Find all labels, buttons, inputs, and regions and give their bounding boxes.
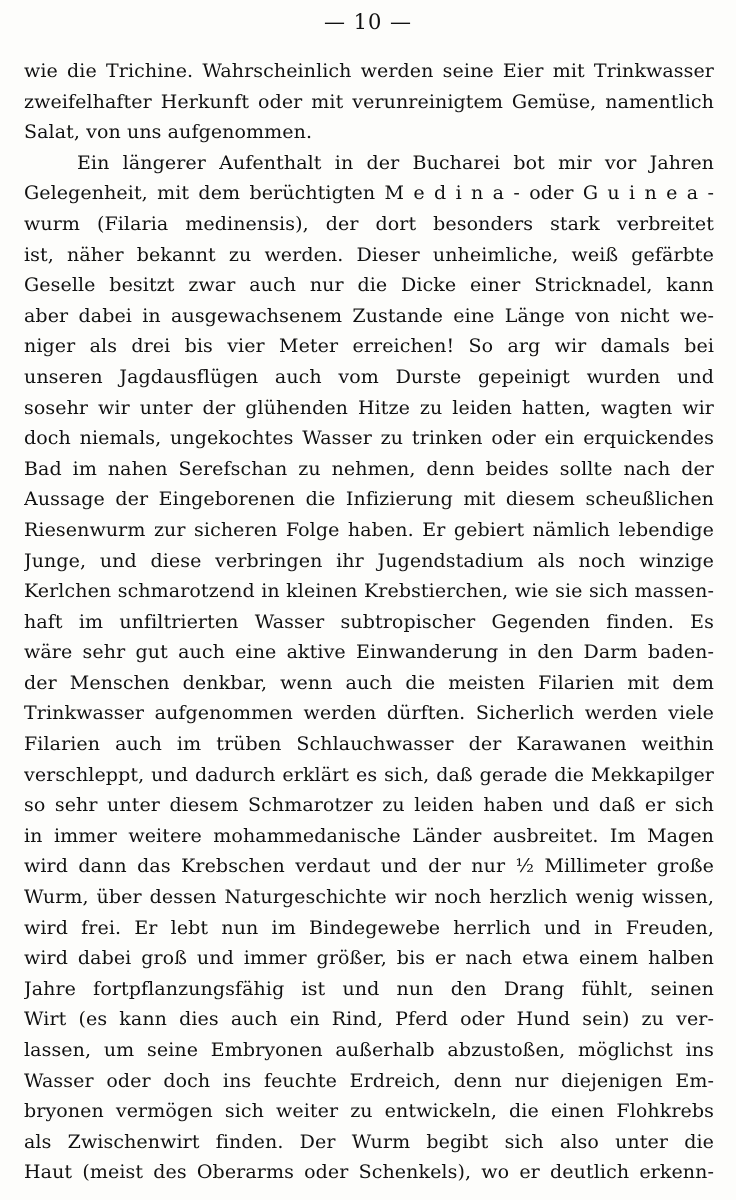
text-line: Kerlchen schmarotzend in kleinen Krebstierchen, wie sie sich massen- (24, 580, 714, 603)
text-line: unseren Jagdausflügen auch vom Durste gepeinigt wurden und (24, 365, 714, 388)
text-line: sosehr wir unter der glühenden Hitze zu leiden hatten, wagten wir (24, 396, 714, 419)
text-line: Filarien auch im trüben Schlauchwasser der Karawanen weithin (24, 733, 714, 756)
text-line: verschleppt, und dadurch erklärt es sich, daß gerade die Mekkapilger (24, 763, 714, 786)
text-line: als Zwischenwirt finden. Der Wurm begibt sich also unter die (24, 1130, 714, 1153)
text-line: doch niemals, ungekochtes Wasser zu trinken oder ein erquickendes (24, 427, 714, 450)
text-line: Junge, und diese verbringen ihr Jugendstadium als noch winzige (24, 549, 714, 572)
text-line: Geselle besitzt zwar auch nur die Dicke einer Stricknadel, kann (24, 274, 714, 297)
text-line: haft im unfiltrierten Wasser subtropischer Gegenden finden. Es (24, 610, 714, 633)
text-line: Riesenwurm zur sicheren Folge haben. Er gebiert nämlich lebendige (24, 518, 714, 541)
text-line: Haut (meist des Oberarms oder Schenkels), wo er deutlich erkenn- (24, 1161, 714, 1184)
text-line: wurm (Filaria medinensis), der dort besonders stark verbreitet (24, 212, 714, 235)
text-line: Wasser oder doch ins feuchte Erdreich, denn nur diejenigen Em- (24, 1069, 714, 1092)
text-line: wäre sehr gut auch eine aktive Einwanderung in den Darm baden- (24, 641, 714, 664)
text-line: Aussage der Eingeborenen die Infizierung mit diesem scheußlichen (24, 488, 714, 511)
text-line: ist, näher bekannt zu werden. Dieser unheimliche, weiß gefärbte (24, 243, 714, 266)
page-number: — 10 — (323, 10, 413, 34)
text-line: Trinkwasser aufgenommen werden dürften. Sicherlich werden viele (24, 702, 714, 725)
text-line: Wirt (es kann dies auch ein Rind, Pferd oder Hund sein) zu ver- (24, 1008, 714, 1031)
text-line: niger als drei bis vier Meter erreichen! So arg wir damals bei (24, 335, 714, 358)
text-line: wird dabei groß und immer größer, bis er nach etwa einem halben (24, 947, 714, 970)
text-line: Bad im nahen Serefschan zu nehmen, denn beides sollte nach der (24, 457, 714, 480)
text-line: in immer weitere mohammedanische Länder ausbreitet. Im Magen (24, 824, 714, 847)
text-line: lassen, um seine Embryonen außerhalb abzustoßen, möglichst ins (24, 1039, 714, 1061)
text-line: wird frei. Er lebt nun im Bindegewebe herrlich und in Freuden, (24, 916, 714, 939)
text-line: bryonen vermögen sich weiter zu entwickeln, die einen Flohkrebs (24, 1100, 714, 1123)
text-line: der Menschen denkbar, wenn auch die meisten Filarien mit dem (24, 671, 714, 694)
text-line: so sehr unter diesem Schmarotzer zu leiden haben und daß er sich (24, 794, 714, 817)
text-line: zweifelhafter Herkunft oder mit verunreinigtem Gemüse, namentlich (24, 90, 714, 113)
text-line: Wurm, über dessen Naturgeschichte wir noch herzlich wenig wissen, (24, 886, 714, 909)
text-line: Jahre fortpflanzungsfähig ist und nun den Drang fühlt, seinen (24, 977, 714, 1000)
text-line: Gelegenheit, mit dem berüchtigten M e d i n a - oder G u i n e a - (24, 182, 714, 205)
text-line: wie die Trichine. Wahrscheinlich werden seine Eier mit Trinkwasser (24, 60, 714, 82)
text-line: wird dann das Krebschen verdaut und der nur ½ Millimeter große (24, 855, 714, 878)
body-text (24, 56, 714, 1188)
text-line: aber dabei in ausgewachsenem Zustande eine Länge von nicht we- (24, 304, 714, 327)
text-line: Salat, von uns aufgenommen. (24, 121, 313, 144)
text-line: Ein längerer Aufenthalt in der Bucharei bot mir vor Jahren (24, 151, 714, 174)
